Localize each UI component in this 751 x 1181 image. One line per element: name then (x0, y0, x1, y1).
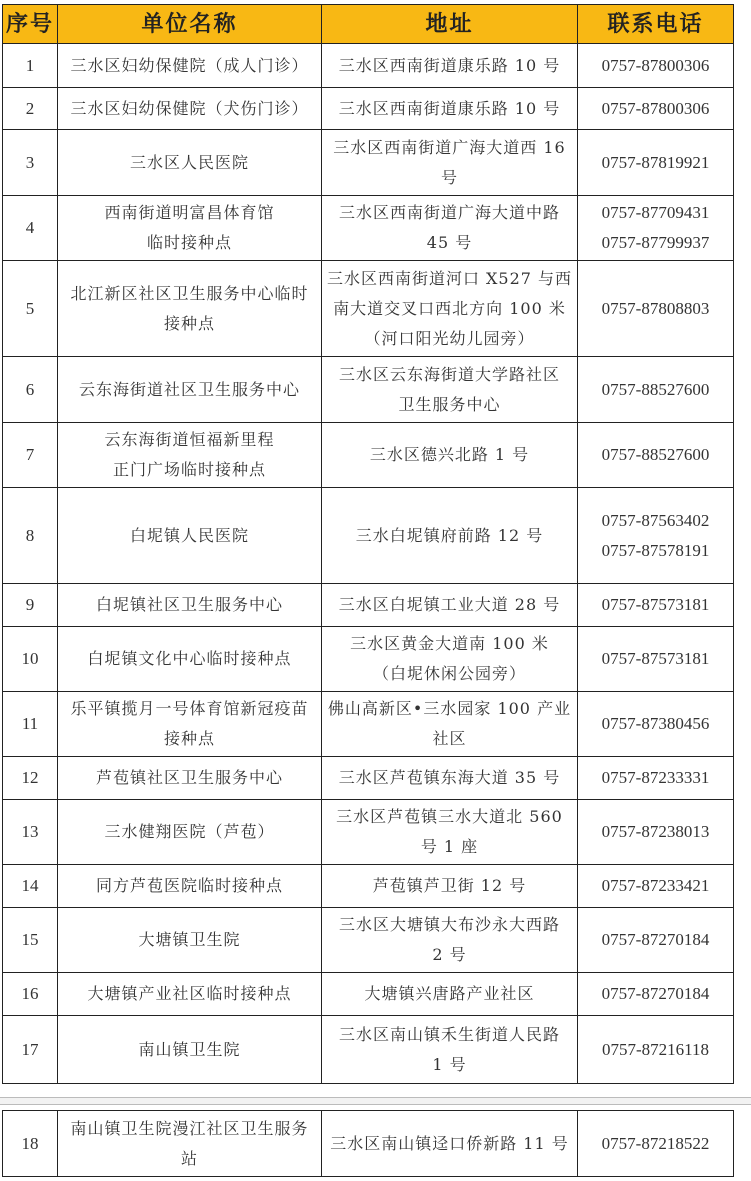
unit-name-cell: 南山镇卫生院 (58, 1016, 322, 1084)
row-number: 9 (3, 584, 58, 627)
table-row (3, 908, 734, 973)
table-row (3, 973, 734, 1016)
row-number: 4 (3, 196, 58, 261)
table-row (3, 130, 734, 196)
address-cell: 大塘镇兴唐路产业社区 (322, 973, 578, 1016)
unit-name-cell: 三水健翔医院（芦苞） (58, 800, 322, 865)
table-row (3, 261, 734, 357)
table-row (3, 692, 734, 757)
unit-name-cell: 白坭镇文化中心临时接种点 (58, 627, 322, 692)
phone-cell: 0757-87233421 (578, 865, 734, 908)
unit-name-cell: 西南街道明富昌体育馆 临时接种点 (58, 196, 322, 261)
row-number: 7 (3, 423, 58, 488)
header-row (3, 5, 734, 44)
table-row (3, 88, 734, 130)
row-number: 5 (3, 261, 58, 357)
row-number: 8 (3, 488, 58, 584)
address-cell: 三水区西南街道河口 X527 与西 南大道交叉口西北方向 100 米 （河口阳光幼儿园旁） (322, 261, 578, 357)
phone-cell: 0757-87800306 (578, 88, 734, 130)
phone-cell: 0757-87573181 (578, 627, 734, 692)
row-number: 13 (3, 800, 58, 865)
address-cell: 三水区南山镇禾生街道人民路 1 号 (322, 1016, 578, 1084)
header-unit-name: 单位名称 (58, 5, 322, 44)
unit-name-cell: 云东海街道社区卫生服务中心 (58, 357, 322, 423)
row-number: 14 (3, 865, 58, 908)
phone-cell: 0757-88527600 (578, 423, 734, 488)
unit-name-cell: 大塘镇卫生院 (58, 908, 322, 973)
table-row (3, 800, 734, 865)
unit-name-cell: 三水区妇幼保健院（犬伤门诊） (58, 88, 322, 130)
table-row (3, 357, 734, 423)
unit-name-cell: 同方芦苞医院临时接种点 (58, 865, 322, 908)
address-cell: 三水区云东海街道大学路社区 卫生服务中心 (322, 357, 578, 423)
row-number: 6 (3, 357, 58, 423)
address-cell: 三水区大塘镇大布沙永大西路 2 号 (322, 908, 578, 973)
address-cell: 芦苞镇芦卫街 12 号 (322, 865, 578, 908)
row-number: 10 (3, 627, 58, 692)
address-cell: 三水区西南街道广海大道西 16 号 (322, 130, 578, 196)
row-number: 3 (3, 130, 58, 196)
unit-name-cell: 三水区妇幼保健院（成人门诊） (58, 44, 322, 88)
phone-cell: 0757-88527600 (578, 357, 734, 423)
row-number: 1 (3, 44, 58, 88)
table-row (3, 488, 734, 584)
address-cell: 佛山高新区•三水园家 100 产业 社区 (322, 692, 578, 757)
table-row (3, 627, 734, 692)
address-cell: 三水区芦苞镇三水大道北 560 号 1 座 (322, 800, 578, 865)
row-number: 18 (3, 1111, 58, 1177)
address-cell: 三水区西南街道广海大道中路 45 号 (322, 196, 578, 261)
row-number: 16 (3, 973, 58, 1016)
table-row (3, 865, 734, 908)
phone-cell: 0757-87709431 0757-87799937 (578, 196, 734, 261)
phone-cell: 0757-87270184 (578, 908, 734, 973)
row-number: 12 (3, 757, 58, 800)
phone-cell: 0757-87233331 (578, 757, 734, 800)
unit-name-cell: 大塘镇产业社区临时接种点 (58, 973, 322, 1016)
header-phone: 联系电话 (578, 5, 734, 44)
address-cell: 三水区西南街道康乐路 10 号 (322, 44, 578, 88)
row-number: 15 (3, 908, 58, 973)
page-break-divider (0, 1097, 751, 1105)
phone-cell: 0757-87800306 (578, 44, 734, 88)
unit-name-cell: 芦苞镇社区卫生服务中心 (58, 757, 322, 800)
row-number: 2 (3, 88, 58, 130)
unit-name-cell: 北江新区社区卫生服务中心临时 接种点 (58, 261, 322, 357)
address-cell: 三水白坭镇府前路 12 号 (322, 488, 578, 584)
header-number: 序号 (3, 5, 58, 44)
unit-name-cell: 白坭镇人民医院 (58, 488, 322, 584)
vaccination-sites-table (2, 4, 734, 1084)
address-cell: 三水区白坭镇工业大道 28 号 (322, 584, 578, 627)
phone-cell: 0757-87808803 (578, 261, 734, 357)
address-cell: 三水区德兴北路 1 号 (322, 423, 578, 488)
row-number: 11 (3, 692, 58, 757)
unit-name-cell: 三水区人民医院 (58, 130, 322, 196)
header-address: 地址 (322, 5, 578, 44)
phone-cell: 0757-87216118 (578, 1016, 734, 1084)
unit-name-cell: 云东海街道恒福新里程 正门广场临时接种点 (58, 423, 322, 488)
address-cell: 三水区西南街道康乐路 10 号 (322, 88, 578, 130)
row-number: 17 (3, 1016, 58, 1084)
phone-cell: 0757-87380456 (578, 692, 734, 757)
phone-cell: 0757-87218522 (578, 1111, 734, 1177)
table-row (3, 196, 734, 261)
address-cell: 三水区芦苞镇东海大道 35 号 (322, 757, 578, 800)
unit-name-cell: 乐平镇揽月一号体育馆新冠疫苗 接种点 (58, 692, 322, 757)
phone-cell: 0757-87563402 0757-87578191 (578, 488, 734, 584)
phone-cell: 0757-87573181 (578, 584, 734, 627)
unit-name-cell: 白坭镇社区卫生服务中心 (58, 584, 322, 627)
table-row (3, 423, 734, 488)
table-row (3, 1111, 734, 1177)
unit-name-cell: 南山镇卫生院漫江社区卫生服务 站 (58, 1111, 322, 1177)
address-cell: 三水区南山镇迳口侨新路 11 号 (322, 1111, 578, 1177)
phone-cell: 0757-87270184 (578, 973, 734, 1016)
address-cell: 三水区黄金大道南 100 米 （白坭休闲公园旁） (322, 627, 578, 692)
table-row (3, 1016, 734, 1084)
table-row (3, 584, 734, 627)
phone-cell: 0757-87238013 (578, 800, 734, 865)
vaccination-sites-table-continued (2, 1110, 734, 1177)
table-row (3, 44, 734, 88)
table-row (3, 757, 734, 800)
phone-cell: 0757-87819921 (578, 130, 734, 196)
